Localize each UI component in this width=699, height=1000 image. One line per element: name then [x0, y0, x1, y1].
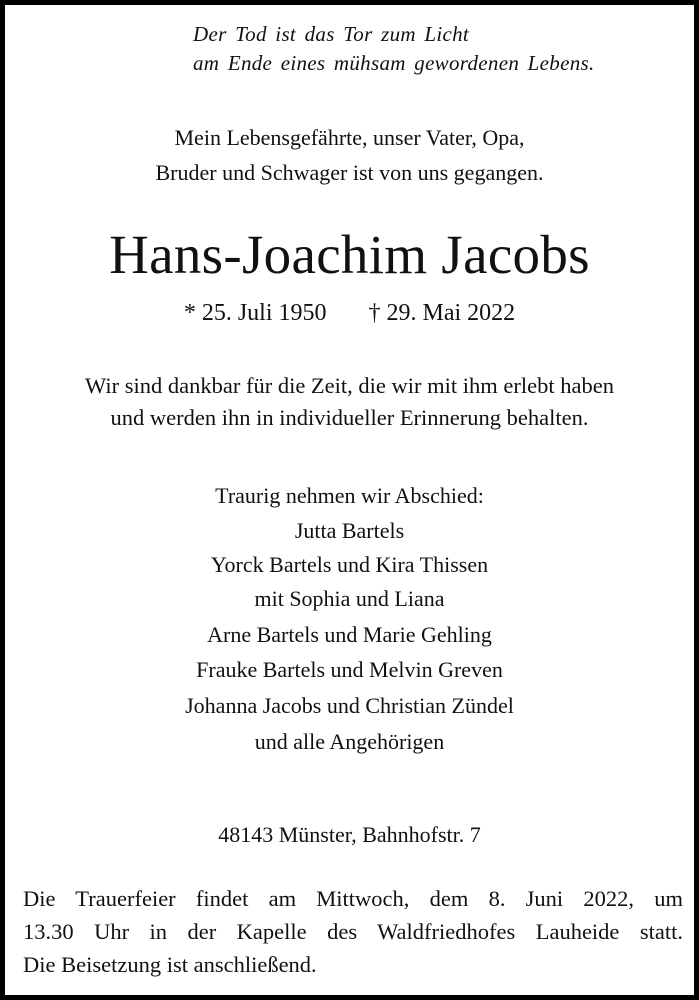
intro-line-2: Bruder und Schwager ist von uns gegangen. [155, 160, 544, 185]
mourner-line: und alle Angehörigen [254, 729, 445, 754]
mourner-line: Arne Bartels und Marie Gehling [207, 622, 492, 647]
thanks-line-2: und werden ihn in individueller Erinnerung behalten. [110, 405, 589, 430]
deceased-name: Hans-Joachim Jacobs [109, 224, 590, 285]
life-dates [5, 300, 694, 327]
mourner-line: mit Sophia und Liana [254, 586, 445, 611]
death-date: † 29. Mai 2022 [368, 300, 516, 326]
motto-line-2: am Ende eines mühsam gewordenen Lebens. [193, 51, 595, 75]
mourner-line: Jutta Bartels [294, 518, 405, 543]
mourner-line: Yorck Bartels und Kira Thissen [210, 552, 489, 577]
service-line-3: Die Beisetzung ist anschließend. [23, 952, 317, 977]
service-line-1: Die Trauerfeier findet am Mittwoch, dem 8. Juni 2022, um [23, 886, 683, 911]
thanks-line-1: Wir sind dankbar für die Zeit, die wir mit ihm erlebt haben [85, 373, 614, 398]
mourner-line: Frauke Bartels und Melvin Greven [196, 657, 503, 682]
service-info [23, 882, 683, 981]
mourners-heading: Traurig nehmen wir Abschied: [215, 483, 484, 508]
service-line-2: 13.30 Uhr in der Kapelle des Waldfriedhofes Lauheide statt. [23, 919, 683, 944]
address: 48143 Münster, Bahnhofstr. 7 [218, 822, 481, 847]
intro-line-1: Mein Lebensgefährte, unser Vater, Opa, [174, 125, 525, 150]
motto-line-1: Der Tod ist das Tor zum Licht [193, 22, 470, 46]
mourner-line: Johanna Jacobs und Christian Zündel [185, 693, 514, 718]
birth-date: * 25. Juli 1950 [183, 300, 327, 326]
